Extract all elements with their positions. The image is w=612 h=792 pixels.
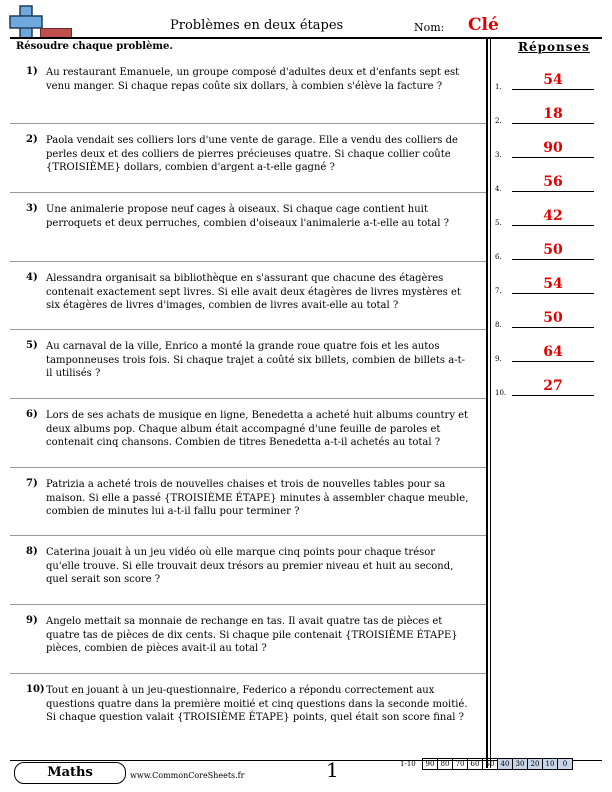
score-range-label: 1-10 (400, 760, 416, 768)
answer-column-divider (486, 38, 488, 768)
question-number: 2) (26, 134, 38, 145)
answer-column-divider-inner (490, 38, 491, 768)
question-number: 4) (26, 272, 38, 283)
answer-value: 90 (543, 140, 563, 156)
answer-number: 7. (495, 287, 502, 295)
answer-number: 9. (495, 355, 502, 363)
score-cell: 80 (438, 759, 453, 770)
question-text: Tout en jouant à un jeu-questionnaire, Federico a répondu correctement aux questions quatre dans la première moitié et cinq questions dans la seconde moitié. Si chaque question valait {TROISIÈME ÉTAPE} points, quel était son score final ? (46, 685, 468, 723)
answer-number: 4. (495, 185, 502, 193)
answer-value: 54 (543, 72, 563, 88)
answer-value: 54 (543, 276, 563, 292)
score-cell: 60 (468, 759, 483, 770)
answer-line (512, 157, 594, 158)
question-text: Une animalerie propose neuf cages à oiseaux. Si chaque cage contient huit perroquets et deux perruches, combien d'oiseaux l'animalerie a-t-elle au total ? (46, 204, 450, 229)
question-text: Paola vendait ses colliers lors d'une vente de garage. Elle a vendu des colliers de perles deux et des colliers de pierres précieuses quatre. Si chaque collier coûte {TROISIÈME} dollars, combien d'argent a-t-elle gagné ? (46, 135, 458, 173)
answer-line (512, 395, 594, 396)
page-title: Problèmes en deux étapes (170, 18, 344, 33)
question-separator (10, 329, 486, 330)
answer-line (512, 361, 594, 362)
question-number: 7) (26, 478, 38, 489)
score-cell: 70 (453, 759, 468, 770)
question-separator (10, 398, 486, 399)
score-table (422, 758, 573, 770)
answer-value: 64 (543, 344, 563, 360)
score-cell: 40 (498, 759, 513, 770)
page-number: 1 (326, 758, 339, 782)
question-number: 3) (26, 203, 38, 214)
question-separator (10, 192, 486, 193)
score-cell: 90 (423, 759, 438, 770)
name-value: Clé (468, 15, 499, 35)
question-text: Angelo mettait sa monnaie de rechange en tas. Il avait quatre tas de pièces et quatre tas de pièces de dix cents. Si chaque pile contenait {TROISIÈME ÉTAPE} pièces, combien de pièces avait-il au total ? (46, 616, 458, 654)
answer-value: 42 (543, 208, 563, 224)
answer-line (512, 89, 594, 90)
answer-number: 10. (495, 389, 507, 397)
question-text: Alessandra organisait sa bibliothèque en s'assurant que chacune des étagères contenait exactement sept livres. Si elle avait deux étagères de livres mystères et six étagères de livres d'images, combien de livres avait-elle au total ? (46, 273, 461, 311)
header-divider (10, 37, 602, 39)
question-separator (10, 604, 486, 605)
question-separator (10, 467, 486, 468)
answer-line (512, 191, 594, 192)
answer-value: 18 (543, 106, 563, 122)
answer-value: 56 (543, 174, 563, 190)
question-text: Caterina jouait à un jeu vidéo où elle marque cinq points pour chaque trésor qu'elle trouve. Si elle trouvait deux trésors au premier niveau et huit au second, quel serait son score ? (46, 547, 454, 585)
score-cell: 10 (543, 759, 558, 770)
answers-title: Réponses (518, 40, 590, 54)
instruction-text: Résoudre chaque problème. (16, 41, 173, 52)
answer-line (512, 123, 594, 124)
answer-value: 50 (543, 242, 563, 258)
score-cell: 30 (513, 759, 528, 770)
subject-badge: Maths (14, 762, 126, 784)
question-text: Patrizia a acheté trois de nouvelles chaises et trois de nouvelles tables pour sa maison. Si elle a passé {TROISIÈME ÉTAPE} minutes à assembler chaque meuble, combien de minutes lui a-t-il fallu pour terminer ? (46, 479, 469, 517)
answer-line (512, 259, 594, 260)
answer-number: 2. (495, 117, 502, 125)
answer-number: 1. (495, 83, 502, 91)
question-text: Au restaurant Emanuele, un groupe composé d'adultes deux et d'enfants sept est venu manger. Si chaque repas coûte six dollars, à combien s'élève la facture ? (46, 67, 460, 92)
answer-value: 50 (543, 310, 563, 326)
answer-number: 8. (495, 321, 502, 329)
site-url: www.CommonCoreSheets.fr (130, 771, 245, 780)
score-cell: 50 (483, 759, 498, 770)
question-number: 9) (26, 615, 38, 626)
question-separator (10, 261, 486, 262)
answer-line (512, 327, 594, 328)
question-number: 10) (26, 684, 45, 695)
question-separator (10, 123, 486, 124)
plus-logo-icon (8, 4, 44, 40)
question-separator (10, 535, 486, 536)
question-number: 6) (26, 409, 38, 420)
score-cell: 0 (558, 759, 573, 770)
question-number: 1) (26, 66, 38, 77)
score-cell: 20 (528, 759, 543, 770)
question-number: 8) (26, 546, 38, 557)
answer-value: 27 (543, 378, 563, 394)
answer-line (512, 293, 594, 294)
name-label: Nom: (414, 21, 445, 34)
question-text: Au carnaval de la ville, Enrico a monté la grande roue quatre fois et les autos tamponneuses trois fois. Si chaque trajet a coûté six billets, combien de billets a-t-il utilisés ? (46, 341, 465, 379)
answer-number: 6. (495, 253, 502, 261)
question-text: Lors de ses achats de musique en ligne, Benedetta a acheté huit albums country et deux albums pop. Chaque album était accompagné d'une feuille de paroles et contenait cinq chansons. Combien de titres Benedetta a-t-il achetés au total ? (46, 410, 469, 448)
answer-number: 5. (495, 219, 502, 227)
answer-number: 3. (495, 151, 502, 159)
answer-line (512, 225, 594, 226)
question-number: 5) (26, 340, 38, 351)
question-separator (10, 673, 486, 674)
